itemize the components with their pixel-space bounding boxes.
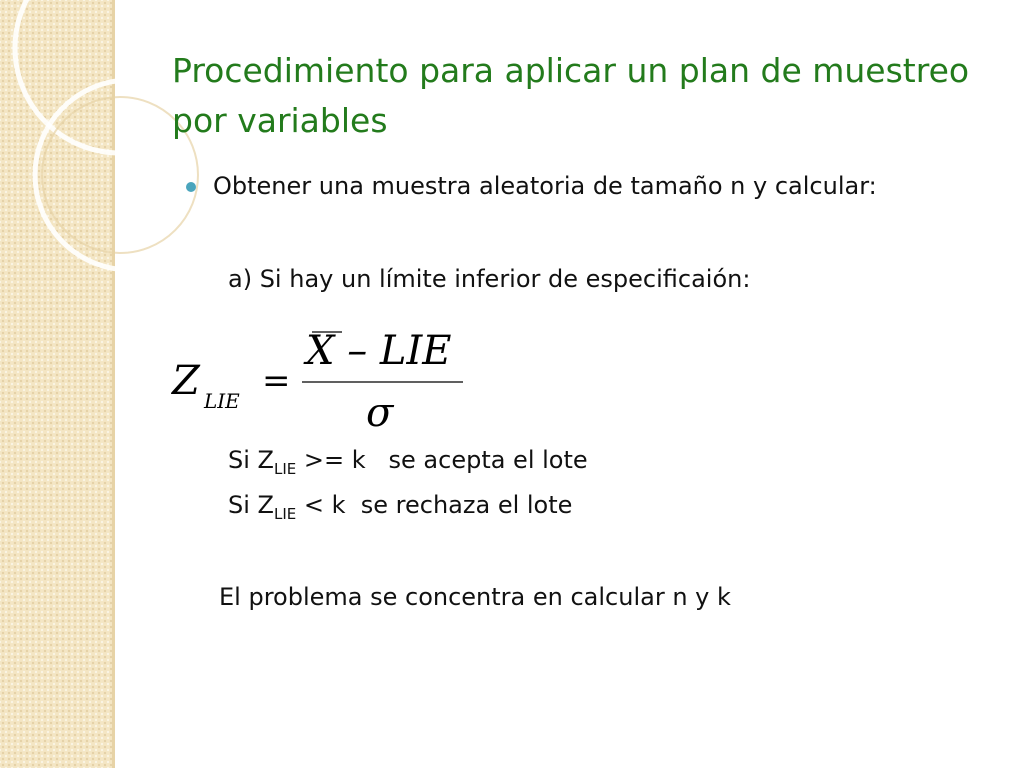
decorative-circles xyxy=(0,0,260,300)
bullet-dot-icon xyxy=(186,182,196,192)
case-a-text: a) Si hay un límite inferior de especificaión: xyxy=(228,265,751,293)
rule-reject xyxy=(228,490,573,523)
formula-numerator: X – LIE xyxy=(306,328,452,374)
z-lie-formula xyxy=(160,318,490,438)
formula-z: Z xyxy=(172,358,200,404)
rule-reject-prefix: Si Z xyxy=(228,491,274,519)
rule-reject-suffix: < k se rechaza el lote xyxy=(296,491,573,519)
rule-accept-subscript: LIE xyxy=(273,460,297,478)
rule-accept-prefix: Si Z xyxy=(228,446,274,474)
rule-accept-suffix: >= k se acepta el lote xyxy=(296,446,588,474)
formula-denominator: σ xyxy=(366,390,394,436)
rule-accept xyxy=(228,445,588,478)
formula-equals: = xyxy=(262,361,291,401)
formula-z-subscript: LIE xyxy=(204,389,240,413)
bullet-text: Obtener una muestra aleatoria de tamaño n y calcular: xyxy=(213,172,877,200)
rule-reject-subscript: LIE xyxy=(273,505,297,523)
conclusion-text: El problema se concentra en calcular n y k xyxy=(219,583,731,611)
slide-title: Procedimiento para aplicar un plan de muestreo por variables xyxy=(172,51,970,140)
